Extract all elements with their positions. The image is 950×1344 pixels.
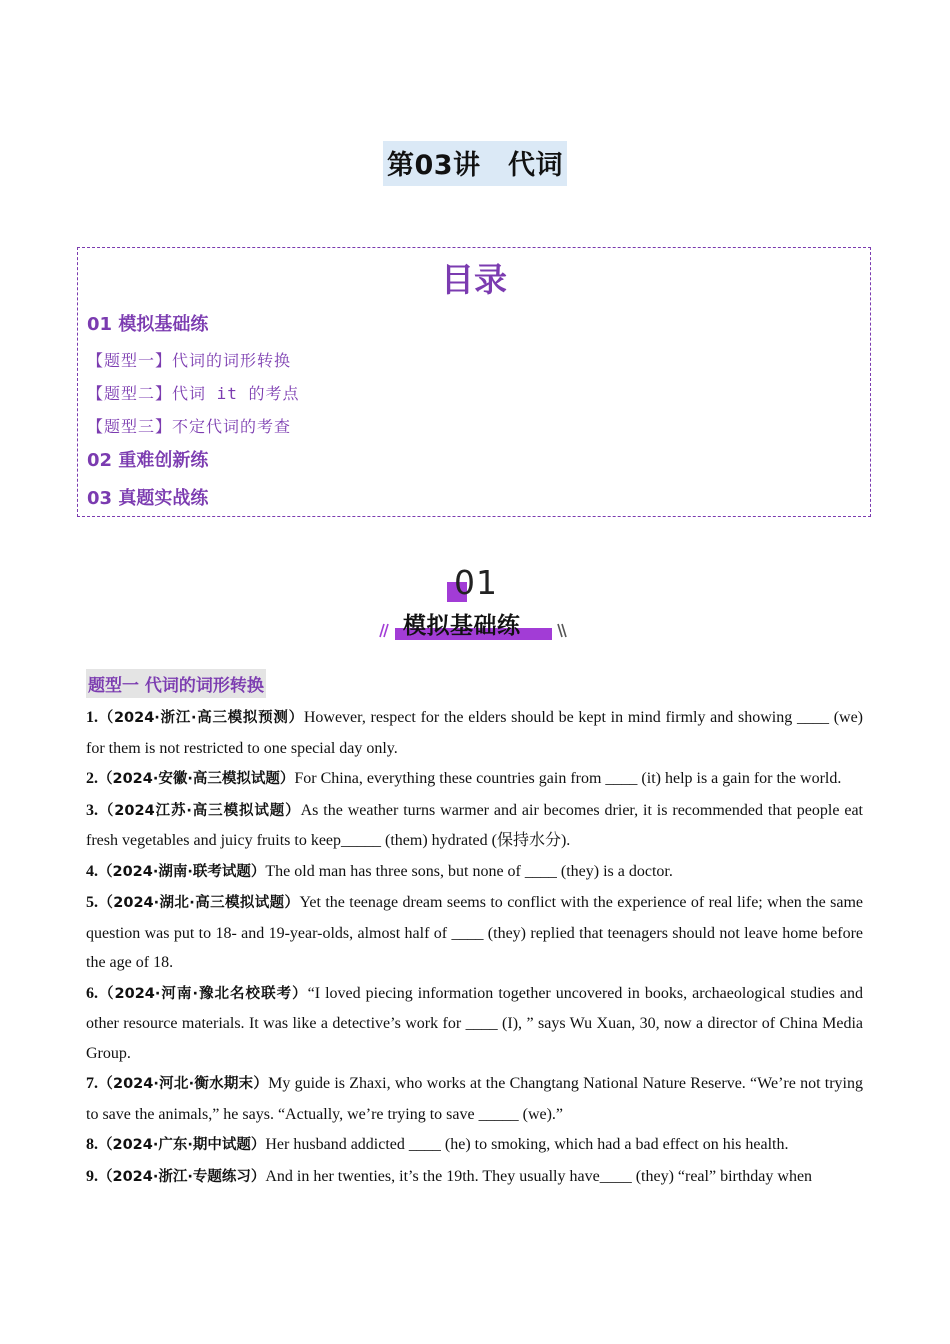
question-number: 9.	[86, 1167, 98, 1185]
question-number: 1.	[86, 709, 98, 726]
section-number: 01	[454, 563, 498, 602]
question-text: And in her twenties, it’s the 19th. They usually have____ (they) “real” birthday when	[265, 1167, 813, 1185]
question-number: 4.	[86, 862, 98, 880]
toc-item-type-3[interactable]: 【题型三】不定代词的考查	[87, 417, 292, 436]
question-source: （2024江苏·高三模拟试题）	[98, 802, 301, 819]
question-item	[86, 1069, 863, 1129]
question-text: The old man has three sons, but none of ____ (they) is a doctor.	[265, 862, 673, 880]
question-text: My guide is Zhaxi, who works at the Changtang National Nature Reserve. “We’re not trying to save the animals,” he says. “Actually, we’re trying to save _____ (we).”	[86, 1075, 863, 1123]
question-number: 2.	[86, 770, 98, 787]
question-item	[86, 703, 863, 763]
question-source: （2024·河北·衡水期末）	[98, 1076, 269, 1092]
question-item	[86, 764, 863, 795]
question-text: Yet the teenage dream seems to conflict with the experience of real life; when the same question was put to 18- and 19-year-olds, almost half of ____ (they) replied that teenagers should not leave home before the age of 18.	[86, 894, 863, 971]
question-item	[86, 979, 863, 1069]
question-number: 6.	[86, 984, 98, 1002]
question-source: （2024·广东·期中试题）	[98, 1137, 266, 1153]
right-slash-icon	[556, 622, 570, 638]
question-source: （2024·河南·豫北名校联考）	[98, 985, 308, 1002]
question-item	[86, 1130, 863, 1161]
question-text: However, respect for the elders should be kept in mind firmly and showing ____ (we) for them is not restricted to one special day only.	[86, 709, 864, 757]
question-type-heading: 题型一 代词的词形转换	[86, 669, 266, 698]
question-source: （2024·浙江·高三模拟预测）	[98, 710, 304, 726]
question-number: 3.	[86, 801, 98, 819]
question-item	[86, 1162, 863, 1193]
toc-item-section-03[interactable]: 03 真题实战练	[87, 488, 209, 509]
question-source: （2024·安徽·高三模拟试题）	[98, 771, 295, 787]
question-item	[86, 888, 863, 978]
question-item	[86, 857, 863, 888]
page-title	[0, 141, 950, 186]
question-number: 7.	[86, 1075, 98, 1092]
question-number: 8.	[86, 1136, 98, 1153]
toc-item-type-1[interactable]: 【题型一】代词的词形转换	[87, 351, 292, 370]
question-item	[86, 796, 863, 856]
left-slash-icon	[376, 622, 390, 638]
page-title-text: 第03讲 代词	[383, 141, 567, 186]
question-list	[86, 703, 863, 1193]
question-text: Her husband addicted ____ (he) to smoking, which had a bad effect on his health.	[265, 1136, 789, 1153]
question-source: （2024·浙江·专题练习）	[98, 1168, 266, 1185]
question-text: For China, everything these countries gain from ____ (it) help is a gain for the world.	[294, 770, 842, 787]
question-text: As the weather turns warmer and air becomes drier, it is recommended that people eat fresh vegetables and juicy fruits to keep_____ (them) hydrated (保持水分).	[86, 801, 863, 849]
question-number: 5.	[86, 894, 98, 911]
section-label: 模拟基础练	[403, 613, 521, 639]
toc-item-type-2[interactable]: 【题型二】代词 it 的考点	[87, 384, 300, 403]
toc-item-section-01[interactable]: 01 模拟基础练	[87, 314, 209, 335]
toc-item-section-02[interactable]: 02 重难创新练	[87, 450, 209, 471]
question-text: “I loved piecing information together uncovered in books, archaeological studies and other resource materials. It was like a detective’s work for ____ (I), ” says Wu Xuan, 30, now a director of China Media Group.	[86, 984, 864, 1062]
question-source: （2024·湖北·高三模拟试题）	[98, 895, 300, 911]
toc-heading: 目录	[441, 260, 507, 299]
table-of-contents	[77, 247, 871, 517]
question-source: （2024·湖南·联考试题）	[98, 863, 266, 880]
